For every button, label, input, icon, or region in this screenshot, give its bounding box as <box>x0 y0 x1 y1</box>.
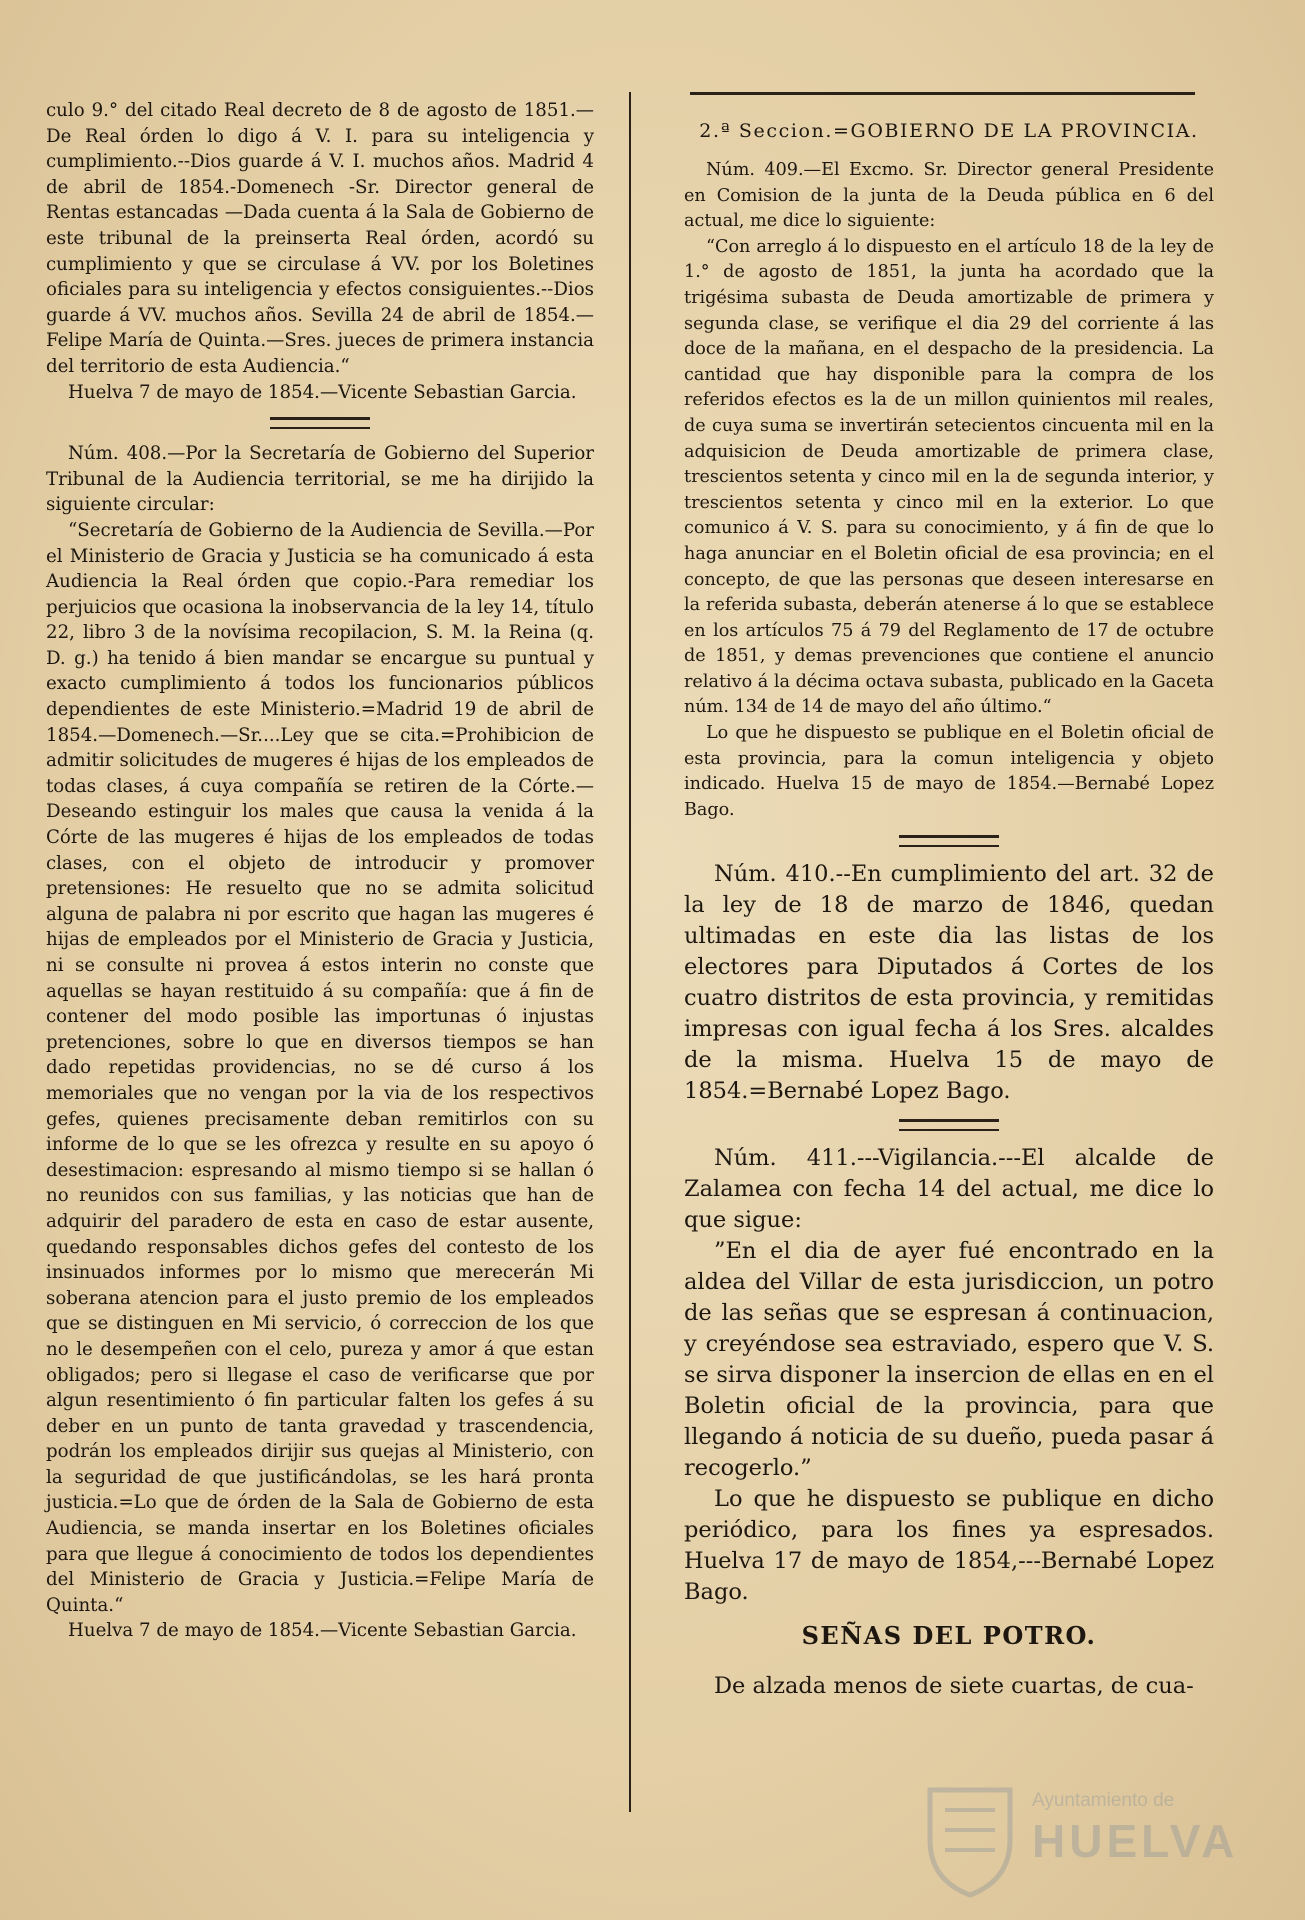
senas-description: De alzada menos de siete cuartas, de cua- <box>714 1673 1194 1700</box>
watermark-title: HUELVA <box>1032 1815 1239 1867</box>
section-title: 2.ª Seccion.=GOBIERNO DE LA PROVINCIA. <box>699 120 1199 142</box>
watermark-subtitle: Ayuntamiento de <box>1032 1790 1175 1811</box>
ayuntamiento-watermark <box>1010 1790 1250 1900</box>
item-409 <box>684 158 1214 823</box>
top-rule <box>690 92 1195 95</box>
decree-continuation: culo 9.° del citado Real decreto de 8 de agosto de 1851.—De Real órden lo digo á V. I. para su inteligencia y cumplimiento.--Dios guarde á V. I. muchos años. Madrid 4 de abril de 1854.-Domenech -Sr. Director general de Rentas estancadas —Dada cuenta á la Sala de Gobierno de este tribunal de la preinserta Real órden, acordó su cumplimiento y que se circulase á VV. por los Boletines oficiales para su inteligencia y efectos consiguientes.--Dios guarde á VV. muchos años. Sevilla 24 de abril de 1854.—Felipe María de Quinta.—Sres. jueces de primera instancia del territorio de esta Audiencia.“ <box>46 100 594 377</box>
item-408-circular: “Secretaría de Gobierno de la Audiencia de Sevilla.—Por el Ministerio de Gracia y Justicia se ha comunicado á esta Audiencia la Real órden que copio.-Para remediar los perjuicios que ocasiona la inobservancia de la ley 14, título 22, libro 3 de la novísima recopilacion, S. M. la Reina (q. D. g.) ha tenido á bien mandar se encargue su puntual y exacto cumplimiento á todos los funcionarios públicos dependientes de este Ministerio.=Madrid 19 de abril de 1854.—Domenech.—Sr....Ley que se cita.=Prohibicion de admitir solicitudes de mugeres é hijas de los empleados de todas clases, á cuya compañía se retiren de la Córte.—Deseando estinguir los males que causa la venida á la Córte de las mugeres é hijas de los empleados de todas clases, con el objeto de introducir y promover pretensiones: He resuelto que no se admita solicitud alguna de palabra ni por escrito que hagan las mugeres é hijas de empleados por el Ministerio de Gracia y Justicia, ni se consulte ni provea á estos interin no conste que aquellas se hayan restituido á su compañía: que á fin de contener del modo posible las importunas ó injustas pretenciones, sobre lo que en diversos tiempos se han dado repetidas providencias, no se dé curso á los memoriales que no vengan por la via de los respectivos gefes, quienes precisamente deban remitirlos con su informe de lo que se les ofrezca y resulte en su apoyo ó desestimacion: espresando al mismo tiempo si se hallan ó no reunidos con sus familias, y las noticias que han de adquirir del paradero de esta en caso de estar ausente, quedando responsables dichos gefes del contesto de los insinuados informes por lo mismo que merecerán Mi soberana atencion para el justo premio de los empleados que se distinguen en Mi servicio, ó correccion de los que no le desempeñen con el celo, pureza y amor á que estan obligados; pero si llegase el caso de verificarse que por algun resentimiento ó fin particular falten los gefes á su deber en un punto de tanta gravedad y trascendencia, podrán los empleados dirijir sus quejas al Ministerio, con la seguridad de que justificándolas, se les hará pronta justicia.=Lo que de órden de la Sala de Gobierno de esta Audiencia, se manda insertar en los Boletines oficiales para que llegue á conocimiento de todos los dependientes del Ministerio de Gracia y Justicia.=Felipe María de Quinta.“ <box>46 519 594 1616</box>
item-411-quote: ”En el dia de ayer fué encontrado en la aldea del Villar de esta jurisdiccion, un potro de las señas que se espresan á continuacion, y creyéndose sea estraviado, espero que V. S. se sirva disponer la insercion de ellas en en el Boletin oficial de la provincia, para que llegando á noticia de su dueño, pueda pasar á recogerlo.” <box>684 1238 1214 1482</box>
separator-rule <box>270 417 370 429</box>
item-409-quote: “Con arreglo á lo dispuesto en el artículo 18 de la ley de 1.° de agosto de 1851, la junta ha acordado que la trigésima subasta de Deuda amortizable de primera y segunda clase, se verifique el dia 29 del corriente á las doce de la mañana, en el despacho de la presidencia. La cantidad que hay disponible para la compra de los referidos efectos es la de un millon quinientos mil reales, de cuya suma se invertirán setecientos cincuenta mil en la adquisicion de Deuda amortizable de primera clase, trescientos setenta y cinco mil en la de segunda interior, y trescientos setenta y cinco mil en la exterior. Lo que comunico á V. S. para su conocimiento, y á fin de que lo haga anunciar en el Boletin oficial de esa provincia; en el concepto, de que las personas que deseen interesarse en la referida subasta, deberán atenerse á lo que se establece en los artículos 75 á 79 del Reglamento de 17 de octubre de 1851, y demas prevenciones que contiene el anuncio relativo á la décima octava subasta, publicado en la Gaceta núm. 134 de 14 de mayo del año último.“ <box>684 236 1214 718</box>
item-410 <box>684 859 1214 1107</box>
item-409-intro: Núm. 409.—El Excmo. Sr. Director general Presidente en Comision de la junta de la Deuda pública en 6 del actual, me dice lo siguiente: <box>684 160 1214 232</box>
senas-heading: SEÑAS DEL POTRO. <box>801 1621 1097 1651</box>
item-409-closing: Lo que he dispuesto se publique en el Boletin oficial de esta provincia, para la comun inteligencia y objeto indicado. Huelva 15 de mayo de 1854.—Bernabé Lopez Bago. <box>684 723 1214 820</box>
coat-of-arms-icon <box>920 1780 1020 1900</box>
separator-rule <box>899 835 999 847</box>
item-411-closing: Lo que he dispuesto se publique en dicho periódico, para los fines ya espresados. Huelva 17 de mayo de 1854,---Bernabé Lopez Bago. <box>684 1486 1214 1606</box>
item-410-text: Núm. 410.--En cumplimiento del art. 32 de la ley de 18 de marzo de 1846, quedan ultimadas en este dia las listas de los electores para Diputados á Cortes de los cuatro distritos de esta provincia, y remitidas impresas con igual fecha á los Sres. alcaldes de la misma. Huelva 15 de mayo de 1854.=Bernabé Lopez Bago. <box>684 861 1214 1105</box>
left-column <box>46 98 594 1644</box>
right-column <box>684 120 1214 1702</box>
item-411-intro: Núm. 411.---Vigilancia.---El alcalde de Zalamea con fecha 14 del actual, me dice lo que sigue: <box>684 1145 1214 1234</box>
separator-rule <box>899 1119 999 1131</box>
item-411 <box>684 1143 1214 1702</box>
signature-garcia-2: Huelva 7 de mayo de 1854.—Vicente Sebastian Garcia. <box>68 1620 577 1642</box>
signature-garcia-1: Huelva 7 de mayo de 1854.—Vicente Sebastian Garcia. <box>68 381 577 403</box>
item-408-intro: Núm. 408.—Por la Secretaría de Gobierno del Superior Tribunal de la Audiencia territorial, se me ha dirijido la siguiente circular: <box>46 443 594 516</box>
column-divider <box>629 92 631 1812</box>
